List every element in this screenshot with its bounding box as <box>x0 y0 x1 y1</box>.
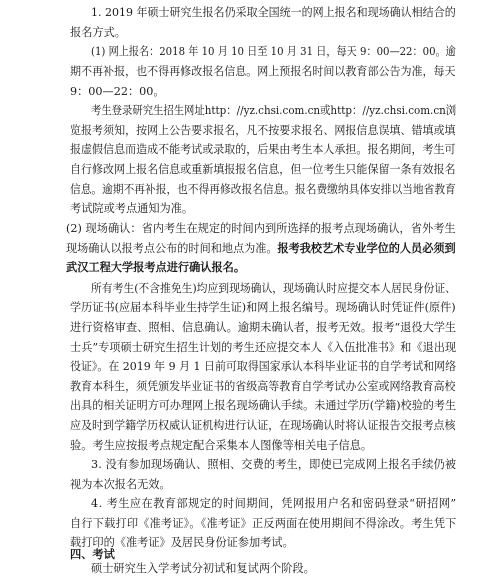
text-line <box>70 202 193 216</box>
line-text: 考生登录研究生招生网址http：//yz.chsi.com.cn或http：//yz.chsi.com.cn浏 <box>91 104 457 117</box>
line-text: 视为本次报名无效。 <box>70 478 171 491</box>
line-text: 所有考生(不含推免生)均应到现场确认，现场确认时应提交本人居民身份证、 <box>91 282 456 295</box>
text-line <box>91 282 456 296</box>
text-line <box>70 124 456 138</box>
text-line <box>70 65 456 79</box>
line-text: 自行修改网上报名信息或重新填报报名信息，但一位考生只能保留一条有效报名 <box>70 163 456 176</box>
text-line <box>91 104 456 118</box>
text-line <box>91 6 456 20</box>
text-line <box>70 517 457 531</box>
text-line <box>70 183 456 197</box>
text-line <box>70 399 456 413</box>
text-line <box>66 260 245 274</box>
line-text: 信息。逾期不再补报，也不得再修改报名信息。报名费缴纳具体安排以当地省教育 <box>70 183 456 196</box>
line-text: 自行下载打印《准考证》。《准考证》正反两面在使用期间不得涂改。考生凭下 <box>70 517 457 530</box>
line-text: 考试院或考点通知为准。 <box>70 202 194 215</box>
text-line <box>70 301 456 315</box>
text-line <box>70 419 456 433</box>
line-text: 硕士研究生入学考试分初试和复试两个阶段。 <box>91 562 315 575</box>
text-line <box>70 321 456 335</box>
line-text: 出具的相关证明方可办理网上报名现场确认手续。未通过学历(学籍)校验的考生 <box>70 399 457 412</box>
text-line <box>66 241 456 255</box>
text-line <box>70 341 456 355</box>
text-line <box>70 143 456 157</box>
text-line <box>91 45 456 59</box>
line-text: 役证》。在 2019 年 9 月 1 日前可取得国家承认本科毕业证书的自学考试和网络 <box>70 360 457 373</box>
text-line <box>70 380 456 394</box>
text-line <box>91 497 457 511</box>
line-text: 载打印的《准考证》及居民身份证参加考试。 <box>70 536 294 549</box>
text-line <box>66 222 456 236</box>
line-text: 报名方式。 <box>70 26 126 39</box>
line-text: 期不再补报，也不得再修改报名信息。网上预报名时间以教育部公告为准，每天 <box>70 65 456 78</box>
line-text: (1) 网上报名：2018 年 10 月 10 日至 10 月 31 日，每天 9：00—22：00。逾 <box>91 45 456 58</box>
line-text: 4. 考生应在教育部规定的时间期间，凭网报用户名和密码登录“研招网” <box>91 497 457 510</box>
text-line <box>70 26 126 40</box>
line-text: 验。考生应按报考点规定配合采集本人图像等相关电子信息。 <box>70 439 373 452</box>
line-text: 应及时到学籍学历权威认证机构进行认证，在现场确认时将认证报告交报考点核 <box>70 419 456 432</box>
line-text: (2) 现场确认：省内考生在规定的时间内到所选择的报考点现场确认，省外考生 <box>66 222 456 235</box>
text-line <box>70 439 372 453</box>
text-line <box>70 163 456 177</box>
line-text: 3. 没有参加现场确认、照相、交费的考生，即使已完成网上报名手续仍被 <box>91 458 457 471</box>
line-text: 武汉工程大学报考点进行确认报名。 <box>66 260 246 274</box>
line-text-emphasis: 报考我校艺术专业学位的人员必须到 <box>277 241 456 255</box>
line-text: 学历证书(应届本科毕业生持学生证)和网上报名编号。现场确认时凭证件(原件) <box>70 301 456 314</box>
text-line <box>70 547 115 561</box>
line-text: 四、考试 <box>70 547 115 561</box>
line-text: 报虚假信息而造成不能考试或录取的，后果由考生本人承担。报名期间，考生可 <box>70 143 456 156</box>
line-text: 教育本科生，须凭颁发毕业证书的省级高等教育自学考试办公室或网络教育高校 <box>70 380 456 393</box>
line-text: 现场确认以报考点公布的时间和地点为准。 <box>66 242 278 255</box>
text-line <box>70 85 165 99</box>
line-text: 进行资格审查、照相、信息确认。逾期未确认者，报考无效。报考“退役大学生 <box>70 321 457 334</box>
line-text: 览报考须知，按网上公告要求报名，凡不按要求报名、网报信息误填、错填或填 <box>70 124 456 137</box>
line-text: 士兵”专项硕士研究生招生计划的考生还应提交本人《入伍批准书》和《退出现 <box>70 341 457 354</box>
text-line <box>91 562 315 576</box>
text-line <box>91 458 456 472</box>
text-line <box>70 478 171 492</box>
text-line <box>70 360 456 374</box>
line-text: 9：00—22：00。 <box>70 85 165 98</box>
line-text: 1. 2019 年硕士研究生报名仍采取全国统一的网上报名和现场确认相结合的 <box>91 6 456 19</box>
